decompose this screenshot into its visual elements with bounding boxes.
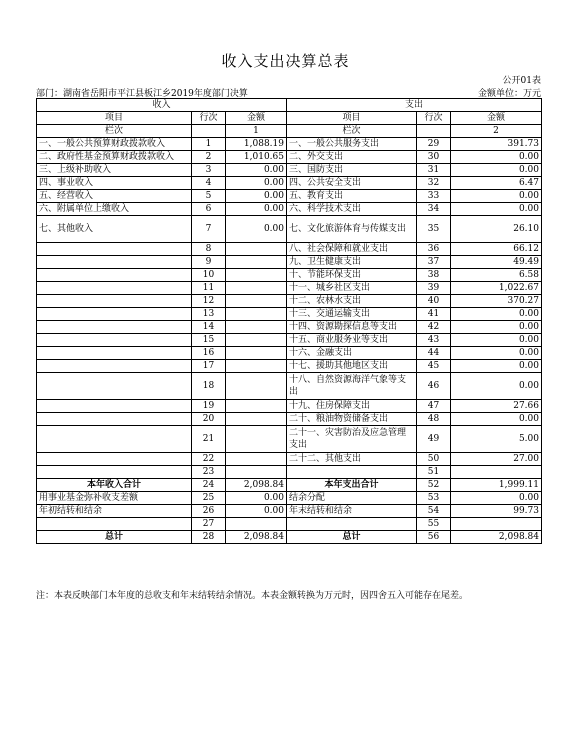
expense-amount-cell: 27.00 [451, 453, 542, 466]
expense-amount-cell: 0.00 [451, 151, 542, 164]
expense-amount-cell: 26.10 [451, 216, 542, 243]
income-item-cell: 本年收入合计 [37, 479, 192, 492]
expense-amount-cell: 0.00 [451, 360, 542, 373]
table-row [37, 334, 542, 347]
expense-line-cell: 53 [417, 492, 451, 505]
income-item-cell [37, 269, 192, 282]
expense-line-cell: 31 [417, 164, 451, 177]
expense-line-cell: 56 [417, 531, 451, 544]
income-line-cell: 4 [192, 177, 226, 190]
income-line-cell: 1 [192, 138, 226, 151]
income-line-cell: 10 [192, 269, 226, 282]
income-amount-cell: 1,010.65 [226, 151, 287, 164]
income-line-cell: 16 [192, 347, 226, 360]
table-row [37, 164, 542, 177]
income-item-cell: 三、上级补助收入 [37, 164, 192, 177]
income-item-cell [37, 373, 192, 400]
table-row [37, 138, 542, 151]
income-amount-cell [226, 308, 287, 321]
expense-line-cell: 55 [417, 518, 451, 531]
table-row [37, 282, 542, 295]
table-row [37, 269, 542, 282]
income-item-cell [37, 243, 192, 256]
expense-item-cell: 七、文化旅游体育与传媒支出 [287, 216, 417, 243]
table-body [37, 138, 542, 544]
table-row [37, 243, 542, 256]
income-amount-cell [226, 453, 287, 466]
income-item-cell: 六、附属单位上缴收入 [37, 203, 192, 216]
expense-amount-cell: 1,022.67 [451, 282, 542, 295]
expense-amount-cell: 0.00 [451, 190, 542, 203]
income-line-cell: 27 [192, 518, 226, 531]
table-row [37, 347, 542, 360]
income-item-cell [37, 256, 192, 269]
income-line-cell: 7 [192, 216, 226, 243]
expense-item-cell: 年末结转和结余 [287, 505, 417, 518]
income-line-cell: 5 [192, 190, 226, 203]
expense-item-cell: 九、卫生健康支出 [287, 256, 417, 269]
income-line-cell: 21 [192, 426, 226, 453]
income-line-cell: 8 [192, 243, 226, 256]
expense-amount-cell: 0.00 [451, 413, 542, 426]
income-amount-cell [226, 295, 287, 308]
income-amount-cell [226, 518, 287, 531]
expense-item-cell: 十一、城乡社区支出 [287, 282, 417, 295]
unit-label: 金额单位：万元 [477, 89, 541, 99]
income-line-cell: 13 [192, 308, 226, 321]
income-item-cell [37, 360, 192, 373]
expense-amount-cell: 6.47 [451, 177, 542, 190]
table-row [37, 256, 542, 269]
income-amount-cell: 1,088.19 [226, 138, 287, 151]
expense-amount-cell: 27.66 [451, 400, 542, 413]
income-line-cell: 28 [192, 531, 226, 544]
income-line-cell: 14 [192, 321, 226, 334]
income-line-cell: 12 [192, 295, 226, 308]
expense-amount-cell: 0.00 [451, 347, 542, 360]
table-row [37, 203, 542, 216]
expense-item-cell [287, 518, 417, 531]
expense-amount-cell: 0.00 [451, 492, 542, 505]
income-line-cell: 9 [192, 256, 226, 269]
income-line-cell: 2 [192, 151, 226, 164]
expense-item-cell: 十九、住房保障支出 [287, 400, 417, 413]
expense-item-cell [287, 466, 417, 479]
expense-item-cell: 十四、资源勘探信息等支出 [287, 321, 417, 334]
income-amount-cell [226, 360, 287, 373]
income-item-cell: 年初结转和结余 [37, 505, 192, 518]
table-row [37, 479, 542, 492]
expense-item-header: 项目 [287, 112, 417, 125]
income-line-cell: 18 [192, 373, 226, 400]
table-row [37, 373, 542, 400]
footnote: 注：本表反映部门本年度的总收支和年末结转结余情况。本表金额转换为万元时，因四舍五入可能存在尾差。 [36, 591, 469, 601]
expense-item-cell: 八、社会保障和就业支出 [287, 243, 417, 256]
expense-line-cell: 38 [417, 269, 451, 282]
expense-item-cell: 十、节能环保支出 [287, 269, 417, 282]
income-item-cell [37, 453, 192, 466]
income-amount-cell: 0.00 [226, 203, 287, 216]
income-line-header: 行次 [192, 112, 226, 125]
table-row [37, 466, 542, 479]
expense-item-cell: 十六、金融支出 [287, 347, 417, 360]
expense-line-cell: 46 [417, 373, 451, 400]
table-row [37, 492, 542, 505]
expense-item-cell: 十二、农林水支出 [287, 295, 417, 308]
income-item-cell [37, 518, 192, 531]
expense-amount-cell: 391.73 [451, 138, 542, 151]
expense-item-cell: 四、公共安全支出 [287, 177, 417, 190]
table-row [37, 453, 542, 466]
expense-line-cell: 41 [417, 308, 451, 321]
income-item-cell [37, 308, 192, 321]
table-row [37, 308, 542, 321]
income-item-cell: 四、事业收入 [37, 177, 192, 190]
expense-item-cell: 总计 [287, 531, 417, 544]
income-line-cell: 6 [192, 203, 226, 216]
income-amount-cell: 0.00 [226, 164, 287, 177]
expense-item-cell: 五、教育支出 [287, 190, 417, 203]
income-amount-cell: 0.00 [226, 505, 287, 518]
income-amount-cell [226, 347, 287, 360]
expense-amount-cell: 0.00 [451, 334, 542, 347]
expense-amount-cell: 0.00 [451, 164, 542, 177]
expense-amount-cell: 0.00 [451, 308, 542, 321]
department-label: 部门：湖南省岳阳市平江县板江乡2019年度部门决算 [36, 89, 248, 99]
expense-amount-cell: 1,999.11 [451, 479, 542, 492]
expense-amount-cell: 5.00 [451, 426, 542, 453]
expense-item-cell: 本年支出合计 [287, 479, 417, 492]
table-row [37, 505, 542, 518]
expense-line-header: 行次 [417, 112, 451, 125]
income-item-cell [37, 413, 192, 426]
income-item-cell [37, 400, 192, 413]
income-amount-cell: 0.00 [226, 216, 287, 243]
expense-line-cell: 45 [417, 360, 451, 373]
expense-line-cell: 54 [417, 505, 451, 518]
income-line-cell: 23 [192, 466, 226, 479]
income-amount-cell [226, 321, 287, 334]
income-item-cell [37, 347, 192, 360]
expense-item-cell: 十三、交通运输支出 [287, 308, 417, 321]
expense-header: 支出 [287, 99, 542, 112]
expense-line-cell: 29 [417, 138, 451, 151]
income-item-cell: 五、经营收入 [37, 190, 192, 203]
income-amount-cell: 0.00 [226, 177, 287, 190]
income-amount-cell: 2,098.84 [226, 479, 287, 492]
income-column-number: 1 [226, 125, 287, 138]
income-amount-cell [226, 256, 287, 269]
income-amount-cell [226, 243, 287, 256]
expense-line-cell: 48 [417, 413, 451, 426]
income-item-cell [37, 466, 192, 479]
income-item-cell [37, 282, 192, 295]
income-amount-cell [226, 413, 287, 426]
expense-amount-cell: 0.00 [451, 321, 542, 334]
expense-line-cell: 39 [417, 282, 451, 295]
expense-column-spacer [417, 125, 451, 138]
table-row [37, 426, 542, 453]
table-row [37, 360, 542, 373]
income-line-cell: 26 [192, 505, 226, 518]
income-line-cell: 11 [192, 282, 226, 295]
expense-amount-cell: 0.00 [451, 203, 542, 216]
expense-amount-cell: 99.73 [451, 505, 542, 518]
table-row [37, 531, 542, 544]
expense-line-cell: 51 [417, 466, 451, 479]
expense-amount-cell: 6.58 [451, 269, 542, 282]
expense-item-cell: 三、国防支出 [287, 164, 417, 177]
expense-amount-cell: 49.49 [451, 256, 542, 269]
income-item-cell [37, 321, 192, 334]
income-item-cell: 一、一般公共预算财政拨款收入 [37, 138, 192, 151]
expense-line-cell: 52 [417, 479, 451, 492]
income-item-cell [37, 295, 192, 308]
budget-table [36, 98, 542, 544]
table-row [37, 177, 542, 190]
income-item-cell: 用事业基金弥补收支差额 [37, 492, 192, 505]
income-item-cell: 二、政府性基金预算财政拨款收入 [37, 151, 192, 164]
expense-line-cell: 33 [417, 190, 451, 203]
table-row [37, 295, 542, 308]
expense-line-cell: 44 [417, 347, 451, 360]
income-amount-cell [226, 466, 287, 479]
table-row [37, 518, 542, 531]
income-line-cell: 20 [192, 413, 226, 426]
income-amount-header: 金额 [226, 112, 287, 125]
expense-line-cell: 47 [417, 400, 451, 413]
income-amount-cell [226, 400, 287, 413]
table-row [37, 151, 542, 164]
income-amount-cell [226, 282, 287, 295]
income-line-cell: 15 [192, 334, 226, 347]
expense-item-cell: 一、一般公共服务支出 [287, 138, 417, 151]
expense-item-cell: 二十一、灾害防治及应急管理支出 [287, 426, 417, 453]
income-column-spacer [192, 125, 226, 138]
expense-amount-cell [451, 466, 542, 479]
expense-item-cell: 二十、粮油物资储备支出 [287, 413, 417, 426]
expense-item-cell: 二、外交支出 [287, 151, 417, 164]
page-title: 收入支出决算总表 [221, 52, 350, 70]
income-amount-cell: 2,098.84 [226, 531, 287, 544]
income-amount-cell: 0.00 [226, 492, 287, 505]
income-column-label: 栏次 [37, 125, 192, 138]
expense-amount-cell: 370.27 [451, 295, 542, 308]
expense-line-cell: 37 [417, 256, 451, 269]
income-amount-cell [226, 334, 287, 347]
income-header: 收入 [37, 99, 287, 112]
income-amount-cell [226, 373, 287, 400]
table-row [37, 321, 542, 334]
expense-amount-cell [451, 518, 542, 531]
income-line-cell: 3 [192, 164, 226, 177]
income-item-header: 项目 [37, 112, 192, 125]
income-line-cell: 25 [192, 492, 226, 505]
expense-line-cell: 40 [417, 295, 451, 308]
expense-line-cell: 50 [417, 453, 451, 466]
income-amount-cell [226, 269, 287, 282]
expense-line-cell: 30 [417, 151, 451, 164]
expense-item-cell: 六、科学技术支出 [287, 203, 417, 216]
income-item-cell [37, 426, 192, 453]
expense-amount-header: 金额 [451, 112, 542, 125]
expense-line-cell: 42 [417, 321, 451, 334]
expense-item-cell: 十五、商业服务业等支出 [287, 334, 417, 347]
expense-line-cell: 35 [417, 216, 451, 243]
income-item-cell: 七、其他收入 [37, 216, 192, 243]
table-row [37, 190, 542, 203]
income-line-cell: 17 [192, 360, 226, 373]
expense-item-cell: 结余分配 [287, 492, 417, 505]
income-line-cell: 19 [192, 400, 226, 413]
expense-line-cell: 34 [417, 203, 451, 216]
income-item-cell [37, 334, 192, 347]
table-row [37, 413, 542, 426]
table-row [37, 400, 542, 413]
income-line-cell: 24 [192, 479, 226, 492]
expense-item-cell: 十七、援助其他地区支出 [287, 360, 417, 373]
expense-item-cell: 二十二、其他支出 [287, 453, 417, 466]
income-amount-cell [226, 426, 287, 453]
income-item-cell: 总计 [37, 531, 192, 544]
expense-amount-cell: 66.12 [451, 243, 542, 256]
expense-line-cell: 36 [417, 243, 451, 256]
expense-item-cell: 十八、自然资源海洋气象等支出 [287, 373, 417, 400]
table-row [37, 216, 542, 243]
expense-amount-cell: 0.00 [451, 373, 542, 400]
expense-amount-cell: 2,098.84 [451, 531, 542, 544]
income-line-cell: 22 [192, 453, 226, 466]
expense-line-cell: 43 [417, 334, 451, 347]
expense-line-cell: 32 [417, 177, 451, 190]
table-code: 公开01表 [502, 76, 541, 86]
expense-column-number: 2 [451, 125, 542, 138]
expense-line-cell: 49 [417, 426, 451, 453]
income-amount-cell: 0.00 [226, 190, 287, 203]
expense-column-label: 栏次 [287, 125, 417, 138]
